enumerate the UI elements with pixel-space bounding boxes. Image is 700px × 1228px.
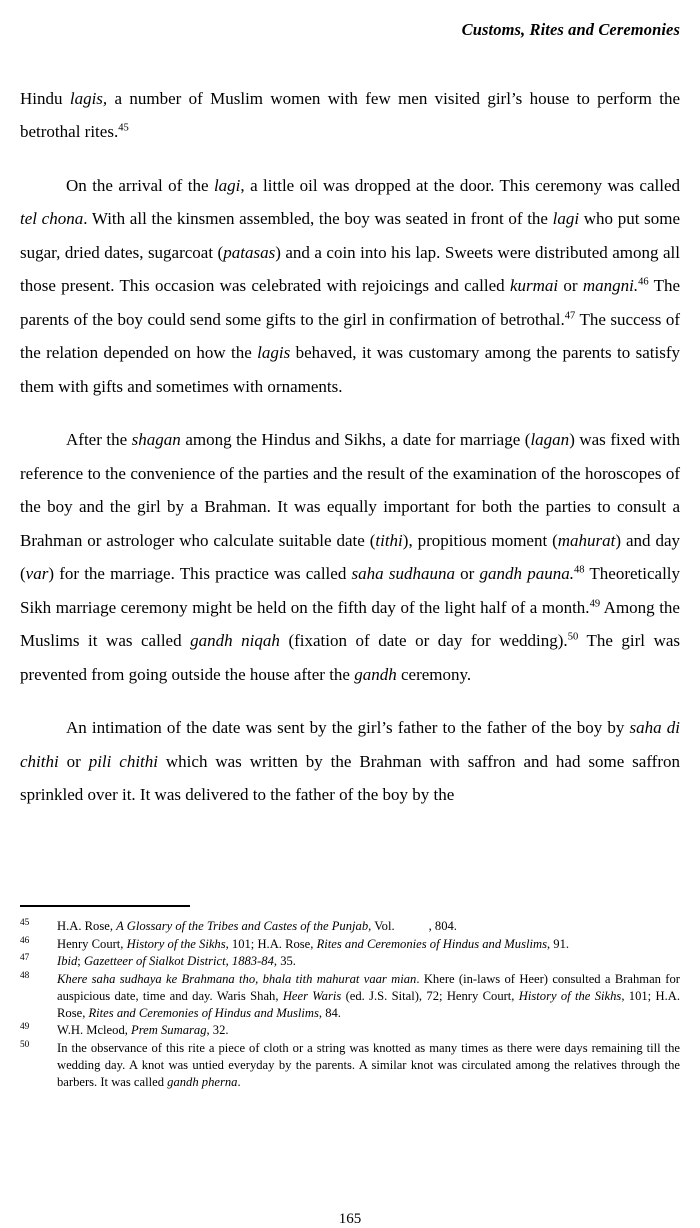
footnote-number: 49 [20, 1022, 30, 1033]
footnote-item [20, 971, 680, 1021]
footnote-number: 50 [20, 1040, 30, 1051]
running-head: Customs, Rites and Ceremonies [461, 20, 680, 39]
paragraph: On the arrival of the lagi, a little oil was dropped at the door. This ceremony was called tel chona. With all the kinsmen assembled, the boy was seated in front of the lagi who put some sugar, dried dates, sugarcoat (patasas) and a coin into his lap. Sweets were distributed among all those present. This occasion was celebrated with rejoicings and called kurmai or mangni.$^{46}$ The parents of the boy could send some gifts to the girl in confirmation of betrothal.$^{47}$ The success of the relation depended on how the lagis behaved, it was customary among the parents to satisfy them with gifts and sometimes with ornaments. [20, 175, 680, 396]
footnote-number: 48 [20, 971, 30, 982]
paragraph: An intimation of the date was sent by the girl’s father to the father of the boy by saha di chithi or pili chithi which was written by the Brahman with saffron and had some saffron sprinkled over it. It was delivered to the father of the boy by the [20, 718, 681, 805]
paragraph: Hindu lagis, a number of Muslim women with few men visited girl’s house to perform the betrothal rites.$^{45}$ [20, 89, 681, 142]
footnote-item [20, 953, 680, 970]
footnote-text: Ibid; Gazetteer of Sialkot District, 1883-84, 35. [57, 954, 296, 969]
footnote-number: 45 [20, 918, 30, 928]
footnote-item [20, 1040, 680, 1090]
footnote-text: Khere saha sudhaya ke Brahmana tho, bhala tith mahurat vaar mian. Khere (in-laws of Heer) consulted a Brahman for auspicious date, time and day. Waris Shah, Heer Waris (ed. J.S. Sital), 72; Henry Court, History of the Sikhs, 101; H.A. Rose, Rites and Ceremonies of Hindus and Muslims, 84. [57, 972, 680, 1020]
footnote-item [20, 918, 680, 935]
footnote-item [20, 1022, 680, 1039]
page-number: 165 [338, 1211, 362, 1227]
footnote-number: 47 [20, 953, 30, 964]
footnote-text: W.H. Mcleod, Prem Sumarag, 32. [57, 1023, 229, 1038]
footnote-number: 46 [20, 935, 30, 946]
footnotes-block [20, 918, 680, 1091]
paragraph: After the shagan among the Hindus and Sikhs, a date for marriage (lagan) was fixed with reference to the convenience of the parties and the result of the examination of the horoscopes of the boy and the girl by a Brahman. It was equally important for both the parties to consult a Brahman or astrologer who calculate suitable date (tithi), propitious moment (mahurat) and day (var) for the marriage. This practice was called saha sudhauna or gandh pauna.$^{48}$ Theoretically Sikh marriage ceremony might be held on the fifth day of the light half of a month.$^{49}$ Among the Muslims it was called gandh niqah (fixation of date or day for wedding).$^{50}$ The girl was prevented from going outside the house after the gandh ceremony. [20, 430, 681, 684]
footnote-item [20, 936, 680, 953]
footnote-text: Henry Court, History of the Sikhs, 101; H.A. Rose, Rites and Ceremonies of Hindus and Muslims, 91. [57, 936, 570, 951]
body-text [20, 82, 680, 812]
footnote-separator-rule [20, 905, 190, 907]
footnote-text: In the observance of this rite a piece of cloth or a string was knotted as many times as there were days remaining till the wedding day. A knot was untied everyday by the parents. A similar knot was circulated among the relatives through the barbers. It was called gandh pherna. [57, 1041, 680, 1089]
footnote-text: H.A. Rose, A Glossary of the Tribes and Castes of the Punjab, Vol. , 804. [57, 919, 457, 933]
